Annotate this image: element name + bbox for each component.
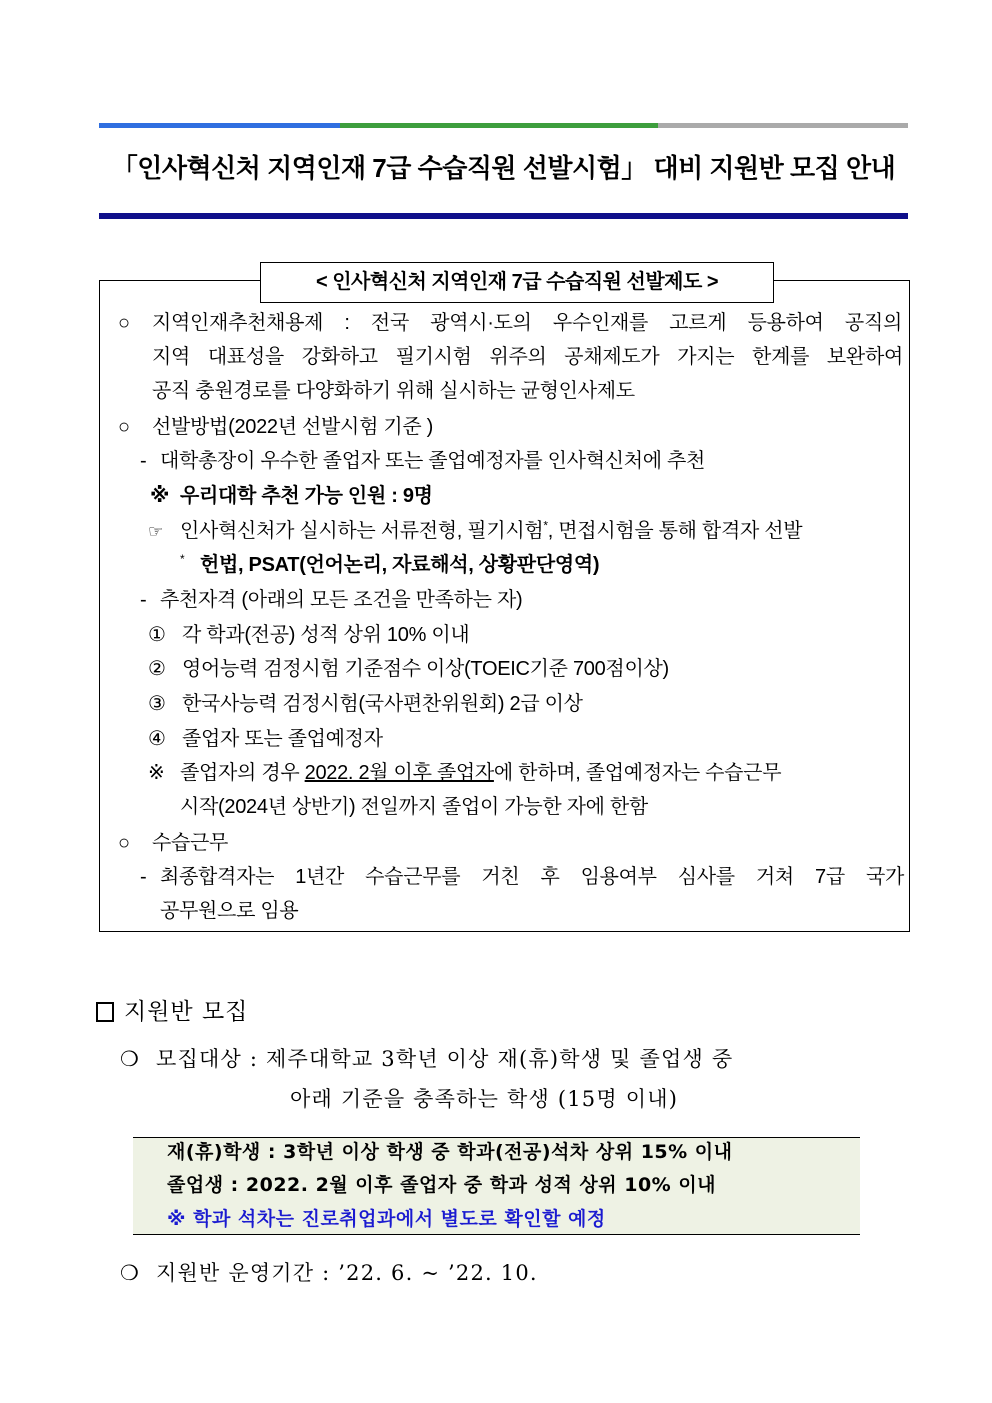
color-bar-blue [99, 123, 340, 128]
number-3-icon: ③ [148, 693, 166, 715]
circle-bullet-icon: ❍ [120, 1047, 141, 1071]
circle-bullet-icon: ○ [118, 832, 130, 854]
list-item: ○ 선발방법(2022년 선발시험 기준 ) [118, 410, 433, 444]
dash-bullet: - [140, 450, 147, 472]
checkbox-square-icon [96, 1002, 114, 1022]
reference-mark-icon: ※ [150, 485, 170, 507]
support-period: ❍ 지원반 운영기간 : ’22. 6. ~ ’22. 10. [120, 1256, 538, 1290]
list-item-highlight: ※ 우리대학 추천 가능 인원 : 9명 [150, 479, 433, 513]
circle-bullet-icon: ○ [118, 312, 130, 334]
list-item: - 추천자격 (아래의 모든 조건을 만족하는 자) [140, 583, 522, 617]
list-item: ☞ 인사혁신처가 실시하는 서류전형, 필기시험*, 면접시험을 통해 합격자 선발 [148, 514, 802, 549]
circle-bullet-icon: ❍ [120, 1261, 141, 1285]
color-bar-gray [658, 123, 908, 128]
number-1-icon: ① [148, 624, 166, 646]
header-color-bar [99, 123, 908, 128]
number-2-icon: ② [148, 658, 166, 680]
selection-system-box-title: < 인사혁신처 지역인재 7급 수습직원 선발제도 > [260, 262, 774, 303]
recruit-target-continued: 아래 기준을 충족하는 학생 (15명 이내) [290, 1087, 679, 1111]
page-title: 「인사혁신처 지역인재 7급 수습직원 선발시험」 대비 지원반 모집 안내 [111, 153, 896, 183]
list-item: 공직 충원경로를 다양화하기 위해 실시하는 균형인사제도 [152, 380, 635, 402]
list-item: ○ 지역인재추천채용제 : 전국 광역시·도의 우수인재를 고르게 등용하여 공직의 [118, 306, 904, 340]
list-item: 공무원으로 임용 [160, 900, 299, 922]
number-4-icon: ④ [148, 728, 166, 750]
list-item-note: ※ 졸업자의 경우 2022. 2월 이후 졸업자에 한하며, 졸업예정자는 수습근무 [148, 756, 904, 790]
list-item: ○ 수습근무 [118, 826, 228, 860]
circle-bullet-icon: ○ [118, 416, 130, 438]
list-item-footnote: * 헌법, PSAT(언어논리, 자료해석, 상황판단영역) [180, 552, 600, 576]
list-item: - 최종합격자는 1년간 수습근무를 거친 후 임용여부 심사를 거쳐 7급 국가 [140, 860, 904, 894]
list-item: ① 각 학과(전공) 성적 상위 10% 이내 [148, 618, 469, 652]
list-item: - 대학총장이 우수한 졸업자 또는 졸업예정자를 인사혁신처에 추천 [140, 444, 705, 478]
list-item: ④ 졸업자 또는 졸업예정자 [148, 722, 383, 756]
criteria-graduate: 졸업생 : 2022. 2월 이후 졸업자 중 학과 성적 상위 10% 이내 [167, 1174, 717, 1196]
section-heading: 지원반 모집 [96, 995, 248, 1029]
dash-bullet: - [140, 866, 147, 888]
recruit-target: ❍ 모집대상 : 제주대학교 3학년 이상 재(휴)학생 및 졸업생 중 [120, 1042, 733, 1076]
list-item: ③ 한국사능력 검정시험(국사편찬위원회) 2급 이상 [148, 687, 583, 721]
criteria-note: ※ 학과 석차는 진로취업과에서 별도로 확인할 예정 [167, 1208, 606, 1230]
reference-mark-icon: ※ [148, 762, 165, 784]
list-item: 지역 대표성을 강화하고 필기시험 위주의 공채제도가 가지는 한계를 보완하여 [152, 346, 903, 368]
dash-bullet: - [140, 589, 147, 611]
pointing-hand-icon: ☞ [148, 522, 163, 541]
list-item: ② 영어능력 검정시험 기준점수 이상(TOEIC기준 700점이상) [148, 652, 669, 686]
list-item: 시작(2024년 상반기) 전일까지 졸업이 가능한 자에 한함 [180, 796, 648, 818]
color-bar-green [340, 123, 658, 128]
criteria-enrolled: 재(휴)학생 : 3학년 이상 학생 중 학과(전공)석차 상위 15% 이내 [167, 1141, 733, 1163]
title-underline [99, 213, 908, 219]
